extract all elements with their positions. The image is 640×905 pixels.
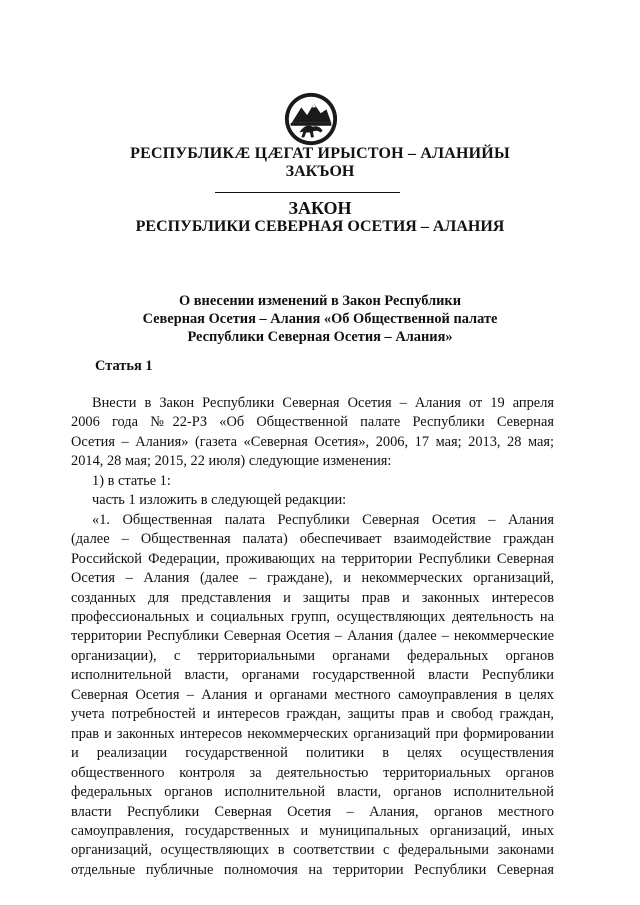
body-line: отдельные публичные полномочия на территории Республики Северная <box>71 861 554 878</box>
body-line: учета потребностей и интересов граждан, защиты прав и свобод граждан, <box>71 706 554 723</box>
body-line: часть 1 изложить в следующей редакции: <box>92 492 347 509</box>
body-line: организаций, осуществляющих в соответствии с федеральными законами <box>71 842 554 859</box>
body-line: общественного контроля за деятельностью территориальных органов <box>71 764 554 781</box>
body-line: исполнительной власти, органами государственной власти Республики <box>71 667 554 684</box>
body-line: власти Республики Северная Осетия – Алания, органов местного <box>71 803 554 820</box>
article-title: Статья 1 <box>95 358 153 374</box>
body-line: самоуправления, государственных и муниципальных организаций, иных <box>71 822 554 839</box>
body-line: прав и законных интересов некоммерческих организаций при формировании <box>71 725 554 742</box>
ossetian-law-title: ЗАКЪОН <box>285 163 355 180</box>
body-line: созданных для представления и защиты прав и законных интересов <box>71 589 554 606</box>
body-line: территории Республики Северная Осетия – Алания (далее – некоммерческие <box>71 628 554 645</box>
body-line: 2014, 28 мая; 2015, 22 июля) следующие изменения: <box>71 453 392 470</box>
article-body <box>71 394 554 880</box>
body-line: 2006 года №22-РЗ «Об Общественной палате Республики Северная <box>71 414 554 431</box>
body-line: организации), с территориальными органами федеральных органов <box>71 647 554 664</box>
body-line: Российской Федерации, проживающих на территории Республики Северная <box>71 550 554 567</box>
body-line: профессиональных и социальных групп, осуществляющих деятельность на <box>71 608 554 625</box>
subject-line: Северная Осетия – Алания «Об Общественной палате <box>142 311 498 327</box>
body-line: Внести в Закон Республики Северная Осетия – Алания от 19 апреля <box>92 395 554 411</box>
body-line: и реализации государственной политики в целях осуществления <box>71 745 554 762</box>
body-line: Осетия – Алания» (газета «Северная Осетия», 2006, 17 мая; 2013, 28 мая; <box>71 433 554 450</box>
body-line: федеральных органов исполнительной власти, органов исполнительной <box>71 784 554 801</box>
body-line: (далее – Общественная палата) обеспечивает взаимодействие граждан <box>71 531 554 548</box>
subject-line: О внесении изменений в Закон Республики <box>178 293 462 309</box>
body-line: Северная Осетия – Алания и органами местного самоуправления в целях <box>71 686 554 703</box>
republic-title: РЕСПУБЛИКИ СЕВЕРНАЯ ОСЕТИЯ – АЛАНИЯ <box>135 218 505 235</box>
body-line: 1) в статье 1: <box>92 472 171 489</box>
subject-line: Республики Северная Осетия – Алания» <box>187 329 453 345</box>
body-line: Осетия – Алания (далее – граждане), и некоммерческих организаций, <box>71 570 554 587</box>
ossetian-republic-title: РЕСПУБЛИКӔ ЦӔГАТ ИРЫСТОН – АЛАНИЙЫ <box>130 145 510 162</box>
coat-of-arms-emblem <box>282 90 340 148</box>
body-line: «1. Общественная палата Республики Северная Осетия – Алания <box>92 511 554 528</box>
law-title: ЗАКОН <box>288 198 352 218</box>
header-divider <box>215 192 400 193</box>
